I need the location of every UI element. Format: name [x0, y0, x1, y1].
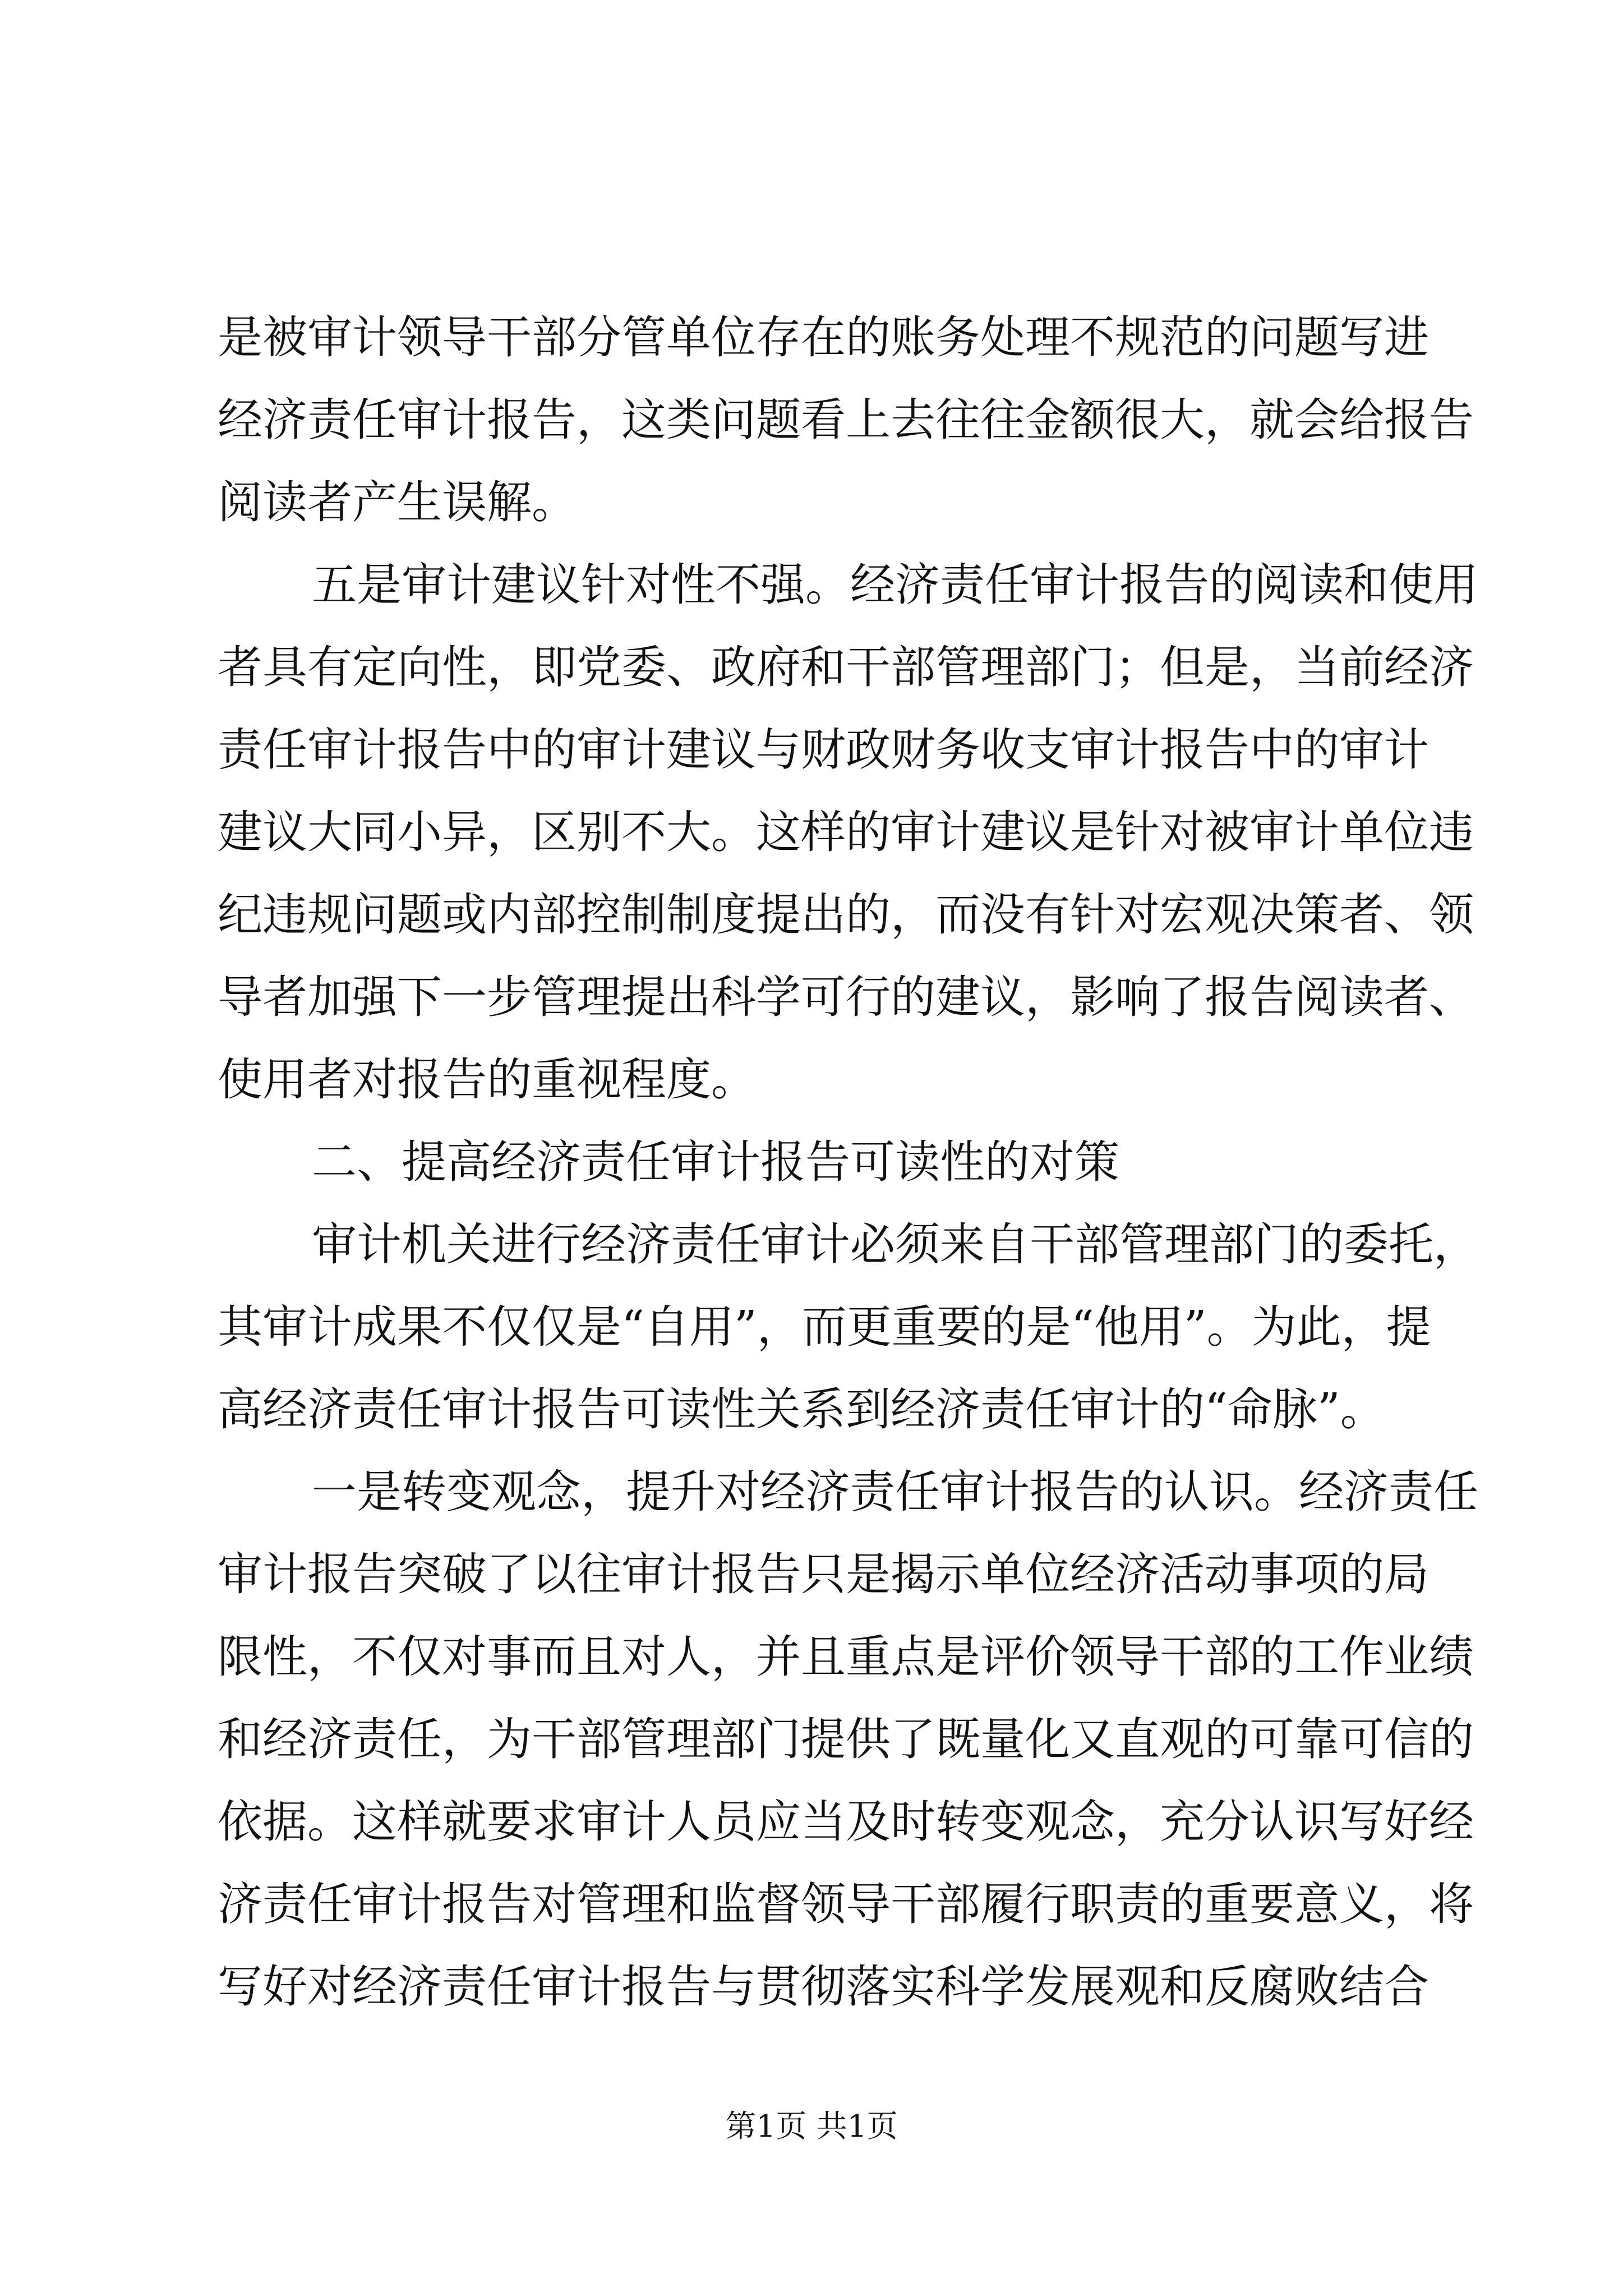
text-line: 责任审计报告中的审计建议与财政财务收支审计报告中的审计 — [218, 724, 1429, 776]
section-heading: 二、提高经济责任审计报告可读性的对策 — [312, 1136, 1119, 1188]
paragraph-first-line: 审计机关进行经济责任审计必须来自干部管理部门的委托， — [312, 1218, 1478, 1271]
text-line: 和经济责任，为干部管理部门提供了既量化又直观的可靠可信的 — [218, 1713, 1474, 1765]
paragraph-first-line: 一是转变观念，提升对经济责任审计报告的认识。经济责任 — [312, 1466, 1478, 1518]
text-line: 限性，不仅对事而且对人，并且重点是评价领导干部的工作业绩 — [218, 1631, 1474, 1683]
text-line: 建议大同小异，区别不大。这样的审计建议是针对被审计单位违 — [218, 806, 1474, 858]
text-line: 使用者对报告的重视程度。 — [218, 1053, 756, 1106]
text-line: 经济责任审计报告，这类问题看上去往往金额很大，就会给报告 — [218, 394, 1474, 446]
text-line: 审计报告突破了以往审计报告只是揭示单位经济活动事项的局 — [218, 1548, 1429, 1600]
text-line: 是被审计领导干部分管单位存在的账务处理不规范的问题写进 — [218, 311, 1429, 364]
text-line: 阅读者产生误解。 — [218, 476, 577, 528]
text-line: 高经济责任审计报告可读性关系到经济责任审计的“命脉”。 — [218, 1383, 1385, 1435]
paragraph-first-line: 五是审计建议针对性不强。经济责任审计报告的阅读和使用 — [312, 559, 1478, 611]
text-line: 导者加强下一步管理提出科学可行的建议，影响了报告阅读者、 — [218, 971, 1474, 1023]
document-body — [218, 296, 1478, 2028]
text-line: 写好对经济责任审计报告与贯彻落实科学发展观和反腐败结合 — [218, 1961, 1429, 2013]
text-line: 纪违规问题或内部控制制度提出的，而没有针对宏观决策者、领 — [218, 889, 1474, 941]
text-line: 其审计成果不仅仅是“自用”，而更重要的是“他用”。为此，提 — [218, 1301, 1431, 1353]
text-line: 依据。这样就要求审计人员应当及时转变观念，充分认识写好经 — [218, 1796, 1474, 1848]
text-line: 济责任审计报告对管理和监督领导干部履行职责的重要意义，将 — [218, 1878, 1474, 1930]
page-number-footer: 第1页 共1页 — [725, 2108, 898, 2144]
text-line: 者具有定向性，即党委、政府和干部管理部门；但是，当前经济 — [218, 641, 1474, 693]
